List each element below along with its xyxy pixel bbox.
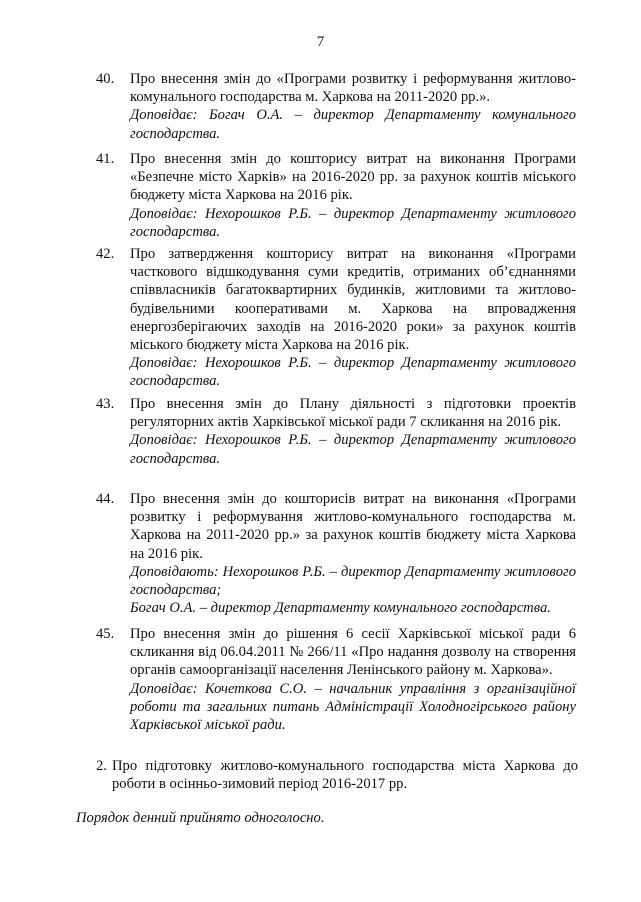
section-text: Про підготовку житлово-комунального господарства міста Харкова до роботи в осінньо-зимовий період 2016-2017 рр. bbox=[112, 758, 578, 793]
item-text: Про внесення змін до Плану діяльності з підготовки проектів регуляторних актів Харківської міської ради 7 скликання на 2016 рік. bbox=[130, 396, 576, 431]
item-speaker: Доповідає: Нехорошков Р.Б. – директор Департаменту житлового господарства. bbox=[130, 355, 576, 390]
item-number: 43. bbox=[96, 396, 115, 412]
item-speaker: Доповідає: Кочеткова С.О. – начальник управління з організаційної роботи та загальних питань Адміністрації Холодногірського району Харківської міської ради. bbox=[130, 680, 576, 734]
item-text: Про внесення змін до кошторису витрат на виконання Програми «Безпечне місто Харків» на 2016-2020 рр. за рахунок коштів міського бюджету міста Харкова на 2016 рік. bbox=[130, 151, 576, 204]
item-speaker: Доповідає: Нехорошков Р.Б. – директор Департаменту житлового господарства. bbox=[130, 432, 576, 467]
item-number: 45. bbox=[96, 626, 115, 642]
item-number: 40. bbox=[96, 71, 115, 87]
item-text: Про затвердження кошторису витрат на виконання «Програми часткового відшкодування суми кредитів, отриманих об’єднаннями співвласників багатоквартирних будинків, житловими та житлово-будівельними кооперативами м. Харкова на впровадження енергозберігаючих заходів на 2016-2020 роки» за рахунок коштів міського бюджету міста Харкова на 2016 рік. bbox=[130, 246, 576, 354]
item-text: Про внесення змін до «Програми розвитку і реформування житлово-комунального господарства м. Харкова на 2011-2020 рр.». bbox=[130, 71, 576, 106]
item-speaker: Доповідає: Нехорошков Р.Б. – директор Департаменту житлового господарства. bbox=[130, 205, 576, 240]
item-number: 44. bbox=[96, 491, 115, 507]
item-speaker: Доповідають: Нехорошков Р.Б. – директор Департаменту житлового господарства; bbox=[130, 563, 576, 599]
item-speaker: Доповідає: Богач О.А. – директор Департаменту комунального господарства. bbox=[130, 107, 576, 142]
closing-statement: Порядок денний прийнято одноголосно. bbox=[76, 810, 325, 826]
item-text: Про внесення змін до кошторисів витрат на виконання «Програми розвитку і реформування житлово-комунального господарства м. Харкова на 2011-2020 рр.» за рахунок коштів бюджету міста Харкова на 2016 рік. bbox=[130, 491, 576, 562]
item-text: Про внесення змін до рішення 6 сесії Харківської міської ради 6 скликання від 06.04.2011 № 266/11 «Про надання дозволу на створення органів самоорганізації населення Ленінського району м. Харкова». bbox=[130, 626, 576, 679]
item-number: 42. bbox=[96, 246, 115, 262]
page-number: 7 bbox=[316, 34, 325, 50]
item-number: 41. bbox=[96, 151, 115, 167]
section-number: 2. bbox=[96, 758, 107, 774]
item-speaker-extra: Богач О.А. – директор Департаменту комунального господарства. bbox=[130, 600, 551, 617]
